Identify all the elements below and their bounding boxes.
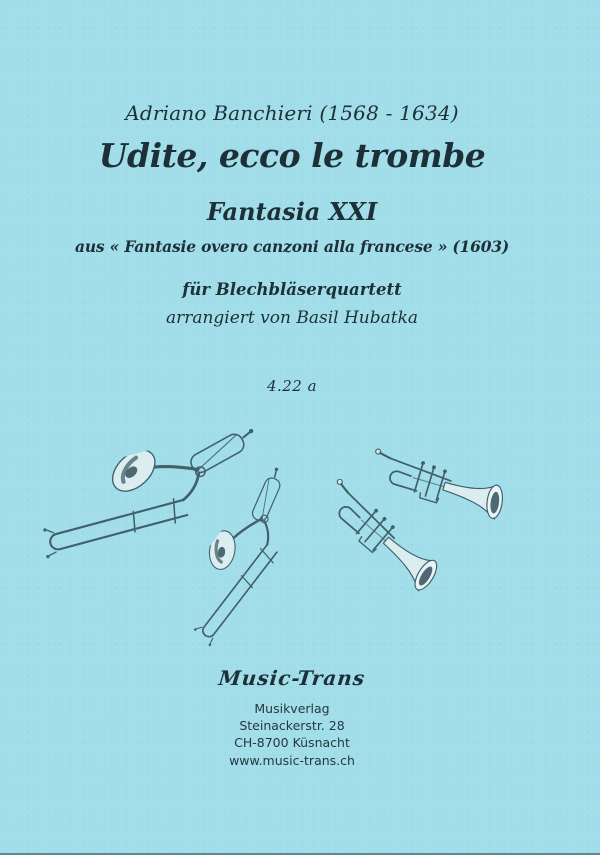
publisher-logo: Music-Trans [217,666,367,690]
publisher-address-block [0,700,592,769]
source-line: aus « Fantasie overo canzoni alla francese » (1603) [75,237,509,256]
work-title: Udite, ecco le trombe [98,136,486,175]
publisher-address-line: Steinackerstr. 28 [239,718,345,734]
publisher-address-line: CH-8700 Küsnacht [234,735,350,751]
instrumentation-line: für Blechbläserquartett [182,280,402,299]
arranger-line: arrangiert von Basil Hubatka [165,308,419,328]
publisher-address-line: www.music-trans.ch [229,752,355,768]
composer-line: Adriano Banchieri (1568 - 1634) [125,101,459,125]
publisher-address-line: Musikverlag [254,701,330,716]
catalog-number: 4.22 a [266,377,318,395]
subtitle-fantasia: Fantasia XXI [206,197,378,226]
